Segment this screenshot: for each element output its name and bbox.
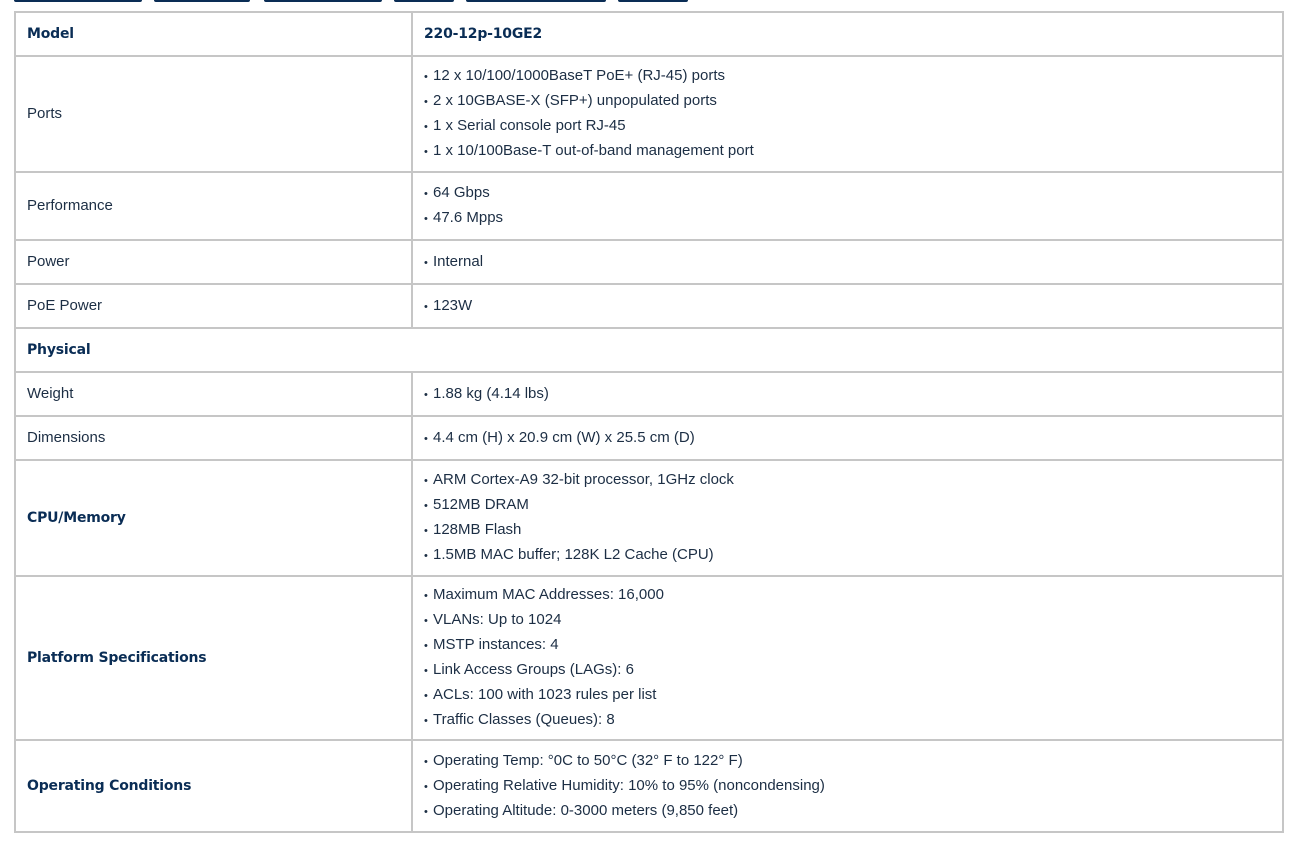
- performance-value: [412, 172, 1283, 240]
- table-row-performance: [15, 172, 1283, 240]
- list-item: • ACLs: 100 with 1023 rules per list: [424, 683, 1271, 708]
- dimensions-label: Dimensions: [15, 416, 412, 460]
- table-row-dimensions: [15, 416, 1283, 460]
- cpu-memory-list: [424, 468, 1271, 568]
- list-item: • 123W: [424, 294, 1271, 319]
- power-label: Power: [15, 240, 412, 284]
- list-item: • 2 x 10GBASE-X (SFP+) unpopulated ports: [424, 89, 1271, 114]
- performance-label: Performance: [15, 172, 412, 240]
- list-item: • Operating Relative Humidity: 10% to 95% (noncondensing): [424, 774, 1271, 799]
- operating-list: [424, 749, 1271, 824]
- list-item: • 64 Gbps: [424, 181, 1271, 206]
- weight-value: [412, 372, 1283, 416]
- ports-label: Ports: [15, 56, 412, 172]
- list-item: • Operating Temp: °0C to 50°C (32° F to 122° F): [424, 749, 1271, 774]
- table-row-ports: [15, 56, 1283, 172]
- list-item: • 1.5MB MAC buffer; 128K L2 Cache (CPU): [424, 543, 1271, 568]
- list-item: • Link Access Groups (LAGs): 6: [424, 658, 1271, 683]
- model-value: 220-12p-10GE2: [412, 12, 1283, 56]
- list-item: • VLANs: Up to 1024: [424, 608, 1271, 633]
- list-item: • 1 x Serial console port RJ-45: [424, 114, 1271, 139]
- table-row-operating-conditions: [15, 740, 1283, 832]
- list-item: • Internal: [424, 250, 1271, 275]
- physical-section-heading: Physical: [15, 328, 1283, 372]
- model-label: Model: [15, 12, 412, 56]
- weight-label: Weight: [15, 372, 412, 416]
- power-list: [424, 250, 1271, 275]
- cpu-memory-label: CPU/Memory: [15, 460, 412, 576]
- performance-list: [424, 181, 1271, 231]
- spec-table: [14, 11, 1284, 833]
- platform-list: [424, 583, 1271, 733]
- list-item: • 4.4 cm (H) x 20.9 cm (W) x 25.5 cm (D): [424, 426, 1271, 451]
- list-item: • 1.88 kg (4.14 lbs): [424, 382, 1271, 407]
- dimensions-value: [412, 416, 1283, 460]
- list-item: • 1 x 10/100Base-T out-of-band management port: [424, 139, 1271, 164]
- list-item: • Operating Altitude: 0-3000 meters (9,850 feet): [424, 799, 1271, 824]
- table-row-poe-power: [15, 284, 1283, 328]
- platform-value: [412, 576, 1283, 740]
- table-row-platform-specifications: [15, 576, 1283, 740]
- list-item: • ARM Cortex-A9 32-bit processor, 1GHz clock: [424, 468, 1271, 493]
- cropped-heading-fragment: [14, 0, 714, 2]
- list-item: • 128MB Flash: [424, 518, 1271, 543]
- ports-list: [424, 64, 1271, 164]
- ports-value: [412, 56, 1283, 172]
- platform-label: Platform Specifications: [15, 576, 412, 740]
- power-value: [412, 240, 1283, 284]
- table-row-power: [15, 240, 1283, 284]
- table-row-weight: [15, 372, 1283, 416]
- dimensions-list: [424, 426, 1271, 451]
- poe-power-value: [412, 284, 1283, 328]
- poe-power-label: PoE Power: [15, 284, 412, 328]
- operating-label: Operating Conditions: [15, 740, 412, 832]
- list-item: • 12 x 10/100/1000BaseT PoE+ (RJ-45) ports: [424, 64, 1271, 89]
- table-row-model: [15, 12, 1283, 56]
- operating-value: [412, 740, 1283, 832]
- list-item: • Traffic Classes (Queues): 8: [424, 708, 1271, 733]
- weight-list: [424, 382, 1271, 407]
- cpu-memory-value: [412, 460, 1283, 576]
- list-item: • 47.6 Mpps: [424, 206, 1271, 231]
- list-item: • MSTP instances: 4: [424, 633, 1271, 658]
- poe-power-list: [424, 294, 1271, 319]
- table-row-physical-section: [15, 328, 1283, 372]
- list-item: • 512MB DRAM: [424, 493, 1271, 518]
- list-item: • Maximum MAC Addresses: 16,000: [424, 583, 1271, 608]
- table-row-cpu-memory: [15, 460, 1283, 576]
